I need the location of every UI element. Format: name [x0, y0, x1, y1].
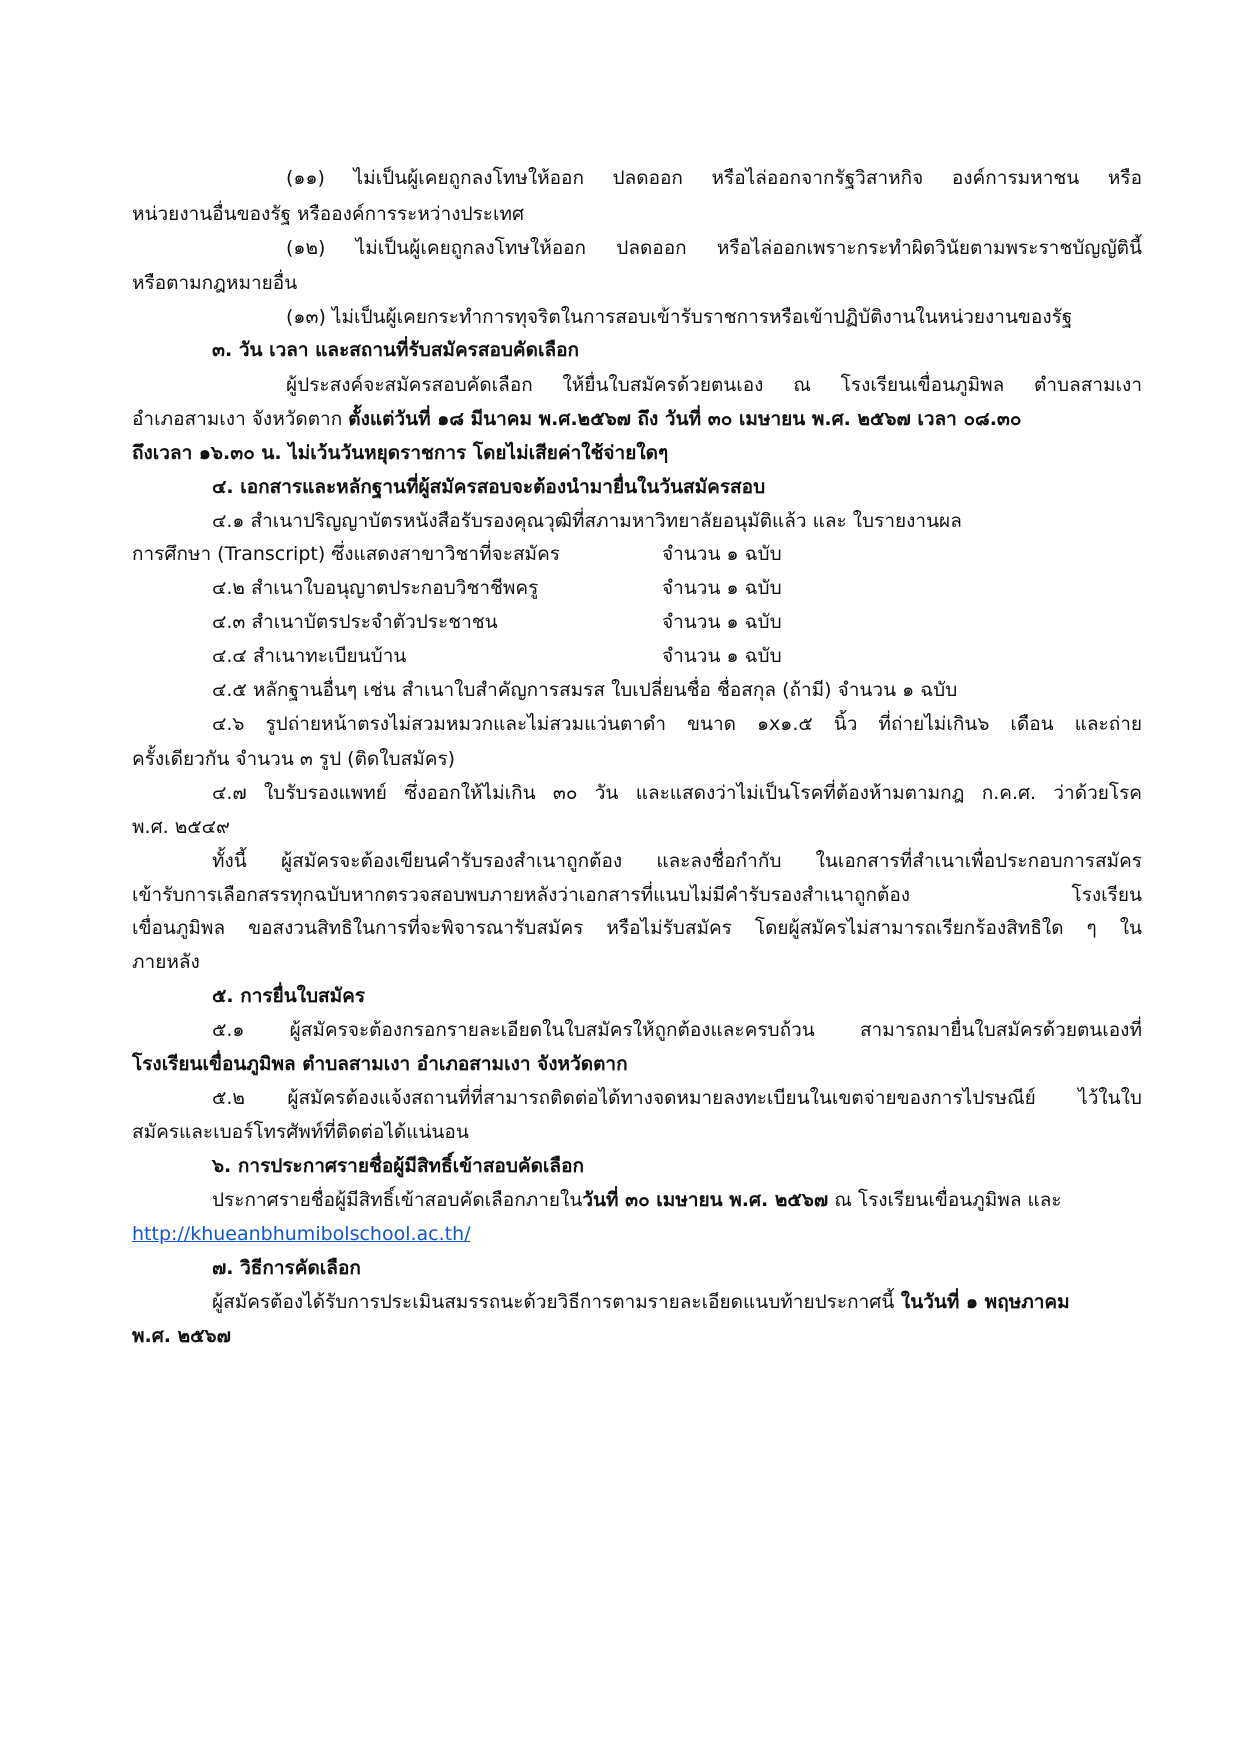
- item-4-2: [212, 573, 1142, 603]
- copies-count: จำนวน ๑ ฉบับ: [662, 543, 782, 565]
- note-line-2: เข้ารับการเลือกสรรทุกฉบับหากตรวจสอบพบภายหลังว่าเอกสารที่แนบไม่มีคำรับรองสำเนาถูกต้อง โรงเรียน: [132, 884, 1142, 906]
- item-13: (๑๓) ไม่เป็นผู้เคยกระทำการทุจริตในการสอบเข้ารับราชการหรือเข้าปฏิบัติงานในหน่วยงานของรัฐ: [286, 306, 1073, 328]
- note-line-1: ทั้งนี้ ผู้สมัครจะต้องเขียนคำรับรองสำเนาถูกต้อง และลงชื่อกำกับ ในเอกสารที่สำเนาเพื่อประกอบการสมัคร: [212, 850, 1142, 872]
- section-3-line-1: ผู้ประสงค์จะสมัครสอบคัดเลือก ให้ยื่นใบสมัครด้วยตนเอง ณ โรงเรียนเขื่อนภูมิพล ตำบลสามเงา: [286, 374, 1142, 396]
- section-3-heading: ๓. วัน เวลา และสถานที่รับสมัครสอบคัดเลือก: [212, 339, 580, 361]
- item-4-6-line-1: ๔.๖ รูปถ่ายหน้าตรงไม่สวมหมวกและไม่สวมแว่นตาดำ ขนาด ๑x๑.๕ นิ้ว ที่ถ่ายไม่เกิน๖ เดือน และถ่าย: [212, 713, 1142, 735]
- note-line-3: เขื่อนภูมิพล ขอสงวนสิทธิในการที่จะพิจารณารับสมัคร หรือไม่รับสมัคร โดยผู้สมัครไม่สามารถเรียกร้องสิทธิใด ๆ ใน: [132, 917, 1142, 939]
- location-text: อำเภอสามเงา จังหวัดตาก: [132, 408, 343, 430]
- item-11-line-1: (๑๑) ไม่เป็นผู้เคยถูกลงโทษให้ออก ปลดออก หรือไล่ออกจากรัฐวิสาหกิจ องค์การมหาชน หรือ: [286, 167, 1142, 189]
- section-6-line-2: [132, 1219, 1142, 1249]
- item-5-1-line-1: ๕.๑ ผู้สมัครจะต้องกรอกรายละเอียดในใบสมัครให้ถูกต้องและครบถ้วน สามารถมายื่นใบสมัครด้วยตนเองที่: [212, 1019, 1142, 1041]
- item-4-4: [212, 641, 1142, 671]
- selection-text: ผู้สมัครต้องได้รับการประเมินสมรรถนะด้วยวิธีการตามรายละเอียดแนบท้ายประกาศนี้: [212, 1291, 895, 1313]
- section-7-line-2: พ.ศ. ๒๕๖๗: [132, 1325, 231, 1347]
- selection-date: ในวันที่ ๑ พฤษภาคม: [894, 1291, 1070, 1313]
- section-3-line-3: ถึงเวลา ๑๖.๓๐ น. ไม่เว้นวันหยุดราชการ โดยไม่เสียค่าใช้จ่ายใดๆ: [132, 442, 669, 464]
- transcript-label: การศึกษา (Transcript) ซึ่งแสดงสาขาวิชาที่จะสมัคร: [132, 543, 560, 565]
- item-11-line-2: หน่วยงานอื่นของรัฐ หรือองค์การระหว่างประเทศ: [132, 203, 525, 225]
- item-5-1-line-2: โรงเรียนเขื่อนภูมิพล ตำบลสามเงา อำเภอสามเงา จังหวัดตาก: [132, 1053, 628, 1075]
- copies-count: จำนวน ๑ ฉบับ: [662, 645, 782, 667]
- item-4-1-line-2: [132, 539, 1142, 569]
- announcement-date: วันที่ ๓๐ เมษายน พ.ศ. ๒๕๖๗: [582, 1189, 829, 1211]
- item-4-7-line-1: ๔.๗ ใบรับรองแพทย์ ซึ่งออกให้ไม่เกิน ๓๐ วัน และแสดงว่าไม่เป็นโรคที่ต้องห้ามตามกฎ ก.ค.ศ. ว่าด้วยโรค: [212, 782, 1142, 804]
- item-4-1-line-1: ๔.๑ สำเนาปริญญาบัตรหนังสือรับรองคุณวุฒิที่สภามหาวิทยาลัยอนุมัติแล้ว และ ใบรายงานผล: [212, 510, 962, 532]
- item-4-5: ๔.๕ หลักฐานอื่นๆ เช่น สำเนาใบสำคัญการสมรส ใบเปลี่ยนชื่อ ชื่อสกุล (ถ้ามี) จำนวน ๑ ฉบับ: [212, 679, 958, 701]
- doc-label: ๔.๒ สำเนาใบอนุญาตประกอบวิชาชีพครู: [212, 577, 539, 599]
- item-4-3: [212, 607, 1142, 637]
- application-period: ตั้งแต่วันที่ ๑๘ มีนาคม พ.ศ.๒๕๖๗ ถึง วันที่ ๓๐ เมษายน พ.ศ. ๒๕๖๗ เวลา ๐๘.๓๐: [348, 408, 1022, 430]
- item-5-2-line-1: ๕.๒ ผู้สมัครต้องแจ้งสถานที่ที่สามารถติดต่อได้ทางจดหมายลงทะเบียนในเขตจ่ายของการไปรษณีย์ ไว้ในใบ: [212, 1087, 1142, 1109]
- section-3-line-2: [132, 404, 1142, 434]
- section-4-heading: ๔. เอกสารและหลักฐานที่ผู้สมัครสอบจะต้องนำมายื่นในวันสมัครสอบ: [212, 476, 766, 498]
- item-12-line-1: (๑๒) ไม่เป็นผู้เคยถูกลงโทษให้ออก ปลดออก หรือไล่ออกเพราะกระทำผิดวินัยตามพระราชบัญญัตินี้: [286, 237, 1142, 259]
- section-6-heading: ๖. การประกาศรายชื่อผู้มีสิทธิ์เข้าสอบคัดเลือก: [212, 1155, 584, 1177]
- item-4-7-line-2: พ.ศ. ๒๕๔๙: [132, 816, 230, 838]
- section-7-line-1: [212, 1287, 1142, 1317]
- doc-label: ๔.๔ สำเนาทะเบียนบ้าน: [212, 645, 407, 667]
- copies-count: จำนวน ๑ ฉบับ: [662, 611, 782, 633]
- announcement-place: ณ โรงเรียนเขื่อนภูมิพล และ: [828, 1189, 1062, 1211]
- section-6-line-1: [212, 1185, 1142, 1215]
- announcement-text: ประกาศรายชื่อผู้มีสิทธิ์เข้าสอบคัดเลือกภายใน: [212, 1189, 583, 1211]
- item-12-line-2: หรือตามกฎหมายอื่น: [132, 272, 298, 294]
- note-line-4: ภายหลัง: [132, 951, 200, 973]
- section-7-heading: ๗. วิธีการคัดเลือก: [212, 1257, 361, 1279]
- section-5-heading: ๕. การยื่นใบสมัคร: [212, 985, 366, 1007]
- item-5-2-line-2: สมัครและเบอร์โทรศัพท์ที่ติดต่อได้แน่นอน: [132, 1121, 469, 1143]
- item-4-6-line-2: ครั้งเดียวกัน จำนวน ๓ รูป (ติดใบสมัคร): [132, 748, 456, 770]
- doc-label: ๔.๓ สำเนาบัตรประจำตัวประชาชน: [212, 611, 498, 633]
- school-website-link[interactable]: http://khueanbhumibolschool.ac.th/: [132, 1223, 471, 1245]
- copies-count: จำนวน ๑ ฉบับ: [662, 577, 782, 599]
